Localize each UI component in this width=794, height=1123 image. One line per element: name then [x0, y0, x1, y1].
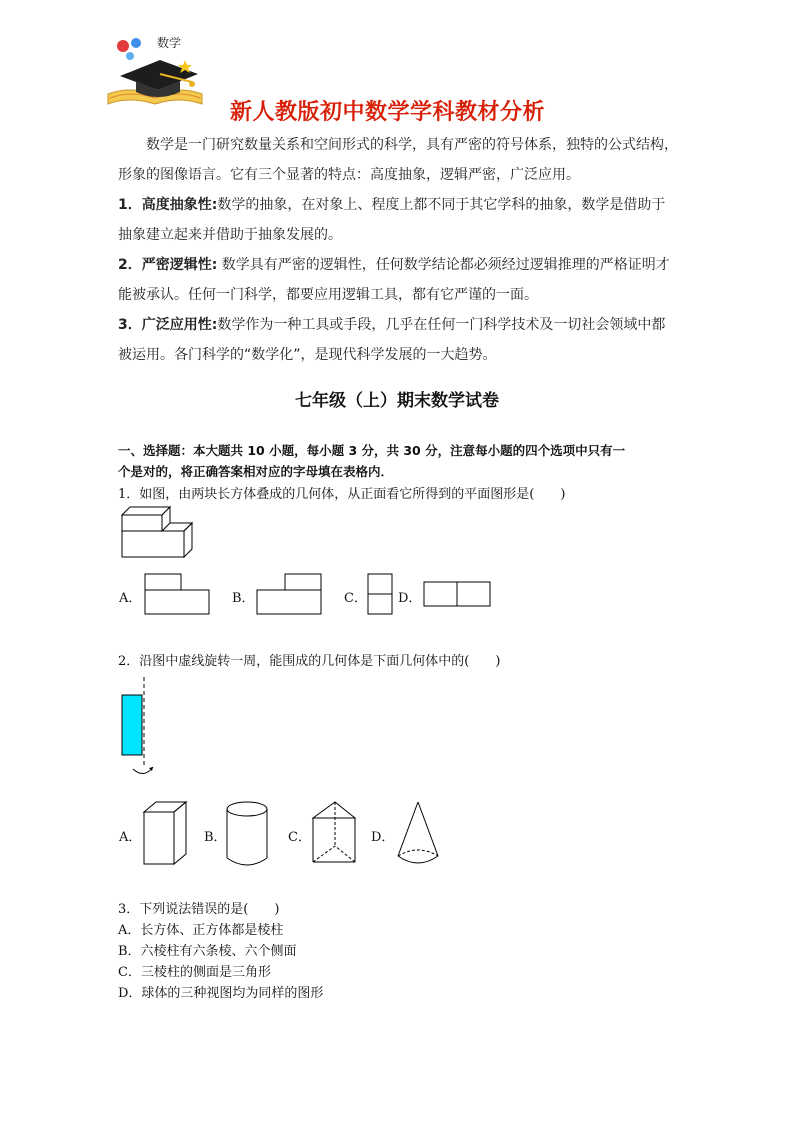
feature-3	[118, 310, 688, 340]
logo-label: 数学	[157, 36, 182, 50]
q2-option-d-figure	[394, 800, 444, 870]
question-1: 1．如图，由两块长方体叠成的几何体，从正面看它所得到的平面图形是( )	[118, 487, 566, 502]
feature-2-label: 2．严密逻辑性:	[118, 257, 218, 273]
q3-option-b: B．六棱柱有六条棱、六个侧面	[118, 944, 297, 959]
feature-3-text: 数学作为一种工具或手段，几乎在任何一门科学技术及一切社会领域中都	[217, 317, 666, 333]
feature-1	[118, 190, 688, 220]
intro-line-2: 形象的图像语言。它有三个显著的特点：高度抽象，逻辑严密，广泛应用。	[118, 167, 580, 183]
intro-block	[118, 130, 688, 370]
question-2: 2．沿图中虚线旋转一周，能围成的几何体是下面几何体中的( )	[118, 654, 501, 669]
q2-figure	[115, 675, 165, 785]
feature-2-cont: 能被承认。任何一门科学，都要应用逻辑工具，都有它严谨的一面。	[118, 287, 538, 303]
q3-option-c: C．三棱柱的侧面是三角形	[118, 965, 271, 980]
q2-option-c-label: C．	[288, 830, 311, 845]
q1-option-d-label: D．	[398, 591, 422, 606]
q2-option-b-label: B．	[204, 830, 227, 845]
page-title: 新人教版初中数学学科教材分析	[230, 100, 546, 125]
q1-option-d-figure	[423, 581, 493, 609]
feature-1-label: 1．高度抽象性:	[118, 197, 218, 213]
feature-1-cont: 抽象建立起来并借助于抽象发展的。	[118, 227, 342, 243]
q1-option-b-figure	[256, 573, 324, 617]
q2-option-d-label: D．	[371, 830, 395, 845]
section-header	[118, 440, 683, 482]
q1-option-c-figure	[367, 573, 395, 617]
feature-2-text: 数学具有严密的逻辑性，任何数学结论都必须经过逻辑推理的严格证明才	[217, 257, 670, 273]
q3-option-d: D．球体的三种视图均为同样的图形	[118, 986, 324, 1001]
q2-option-b-figure	[225, 800, 271, 870]
section-line-2: 个是对的，将正确答案相对应的字母填在表格内．	[118, 464, 394, 479]
q1-option-a-figure	[144, 573, 212, 617]
q1-option-a-label: A．	[119, 591, 142, 606]
exam-title: 七年级（上）期末数学试卷	[295, 391, 499, 411]
q3-option-a: A．长方体、正方体都是棱柱	[118, 923, 284, 938]
q1-option-c-label: C．	[344, 591, 367, 606]
q2-option-a-figure	[142, 800, 192, 868]
feature-1-text: 数学的抽象，在对象上、程度上都不同于其它学科的抽象，数学是借助于	[217, 197, 666, 213]
logo	[100, 32, 210, 110]
feature-3-label: 3．广泛应用性:	[118, 317, 218, 333]
question-3: 3．下列说法错误的是( )	[118, 902, 280, 917]
section-line-1: 一、选择题：本大题共 10 小题，每小题 3 分，共 30 分，注意每小题的四个选项中只有一	[118, 443, 626, 458]
graduation-cap-book-icon	[100, 32, 210, 110]
intro-line-1: 数学是一门研究数量关系和空间形式的科学，具有严密的符号体系，独特的公式结构，	[146, 137, 678, 153]
q1-figure	[118, 505, 198, 561]
feature-3-cont: 被运用。各门科学的“数学化”，是现代科学发展的一大趋势。	[118, 347, 497, 363]
q2-option-c-figure	[309, 800, 359, 868]
q1-option-b-label: B．	[232, 591, 255, 606]
q2-option-a-label: A．	[119, 830, 142, 845]
feature-2	[118, 250, 688, 280]
